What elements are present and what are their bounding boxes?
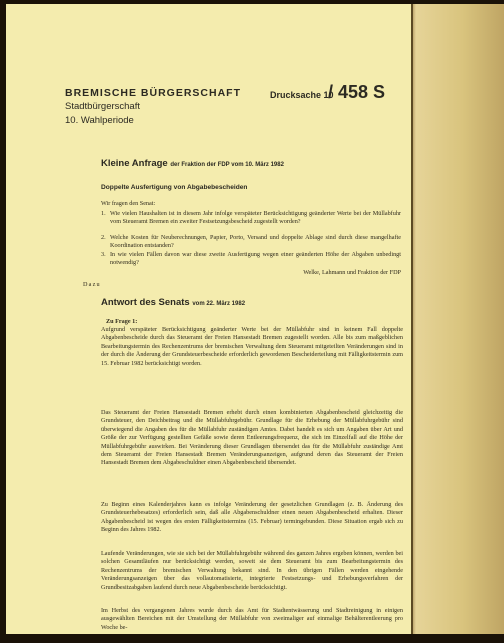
kleine-anfrage-heading — [101, 158, 284, 169]
question-text: Welche Kosten für Neuberechnungen, Papier, Porto, Versand und doppelte Ablage sind durch diese mangelhafte Koordination entstanden? — [110, 234, 401, 250]
legislative-period: 10. Wahlperiode — [65, 115, 134, 126]
antwort-date: vom 22. März 1982 — [192, 301, 246, 307]
org-subtitle: Stadtbürgerschaft — [65, 101, 140, 112]
topic-heading: Doppelte Ausfertigung von Abgabebescheiden — [101, 184, 248, 191]
drucksache-label: Drucksache 10 — [270, 90, 334, 100]
antwort-heading — [101, 297, 245, 308]
question-text: In wie vielen Fällen davon war diese zweite Ausfertigung wegen einer geänderten Höhe der Abgaben unbedingt notwendig? — [110, 251, 401, 267]
question-item — [101, 234, 401, 251]
antwort-title: Antwort des Senats — [101, 297, 190, 308]
intro-text: Wir fragen den Senat: — [101, 200, 156, 207]
question-item — [101, 251, 401, 268]
kleine-anfrage-title: Kleine Anfrage — [101, 158, 168, 169]
page-stack-edge — [411, 4, 504, 634]
document-page — [6, 4, 411, 634]
zu-frage-heading: Zu Frage 1: — [106, 318, 138, 325]
org-name: BREMISCHE BÜRGERSCHAFT — [65, 87, 242, 99]
question-number: 2. — [101, 234, 106, 241]
answer-paragraph: Aufgrund verspäteter Berücksichtigung geänderter Werte bei der Müllabfuhr sind in keinem Fall doppelte Abgabenbescheide durch das Steueramt der Freien Hansestadt Bremen zugestellt worden. Alle bis zum maßgeblichen Bearbeitungstermin des Rechenzentrums der bremischen Verwaltung dem Steueramt mitgeteilten Veränderungen sind in der durch die Änderung der Grundsteuerbescheide erforderlich gewordenen Bescheiderteilung mit Fälligkeitstermin zum 15. Februar 1982 berücksichtigt worden. — [101, 326, 403, 367]
dazu-label: Dazu — [83, 281, 101, 288]
drucksache-number: / 458 S — [328, 82, 386, 102]
page-edge-shadow — [411, 4, 413, 634]
question-text: Wie vielen Haushalten ist in diesem Jahr infolge verspäteter Berücksichtigung geänderter Werte bei der Müllabfuhr vom Steueramt Bremen ein zweiter Festsetzungsbescheid zugestellt worden? — [110, 210, 401, 226]
question-number: 1. — [101, 210, 106, 217]
answer-paragraph: Laufende Veränderungen, wie sie sich bei der Müllabfuhrgebühr während des ganzen Jahres ergeben können, werden bei solchen Gesamtläufen nur berücksichtigt werden, soweit sie dem Steueramt bis zum Bearbeitungstermin des Rechenzentrums der bremischen Verwaltung bekannt sind. In den übrigen Fällen werden eingehende Veränderungsanzeigen über das vollautomatisierte, integrierte Festsetzungs- und Erhebungsverfahren der Grundbesitzabgaben laufend durch neue Abgabenbescheide berücksichtigt. — [101, 550, 403, 591]
answer-paragraph: Das Steueramt der Freien Hansestadt Bremen erhebt durch einen kombinierten Abgabenbescheid gleichzeitig die Grundsteuer, den Deichbeitrag und die Müllabfuhrgebühr. Grundlage für die Erhebung der Müllabfuhrgebühr sind überwiegend die Angaben des für die Müllabfuhr zuständigen Amtes. Dabei handelt es sich um Angaben über Art und Größe der zur Verfügung gestellten Gefäße sowie deren Entleerungsfrequenz, die sich im Einzelfall auf die Höhe der Müllabfuhrgebühr auswirken. Bei Veränderung dieser Grundlagen übersendet das für die Müllabfuhr zuständige Amt dem Steueramt der Freien Hansestadt Bremen Veränderungsanzeigen, aufgrund deren das Steueramt der Freien Hansestadt Bremen dem Abgabeschuldner einen Abgabenbescheid übersendet. — [101, 409, 403, 467]
question-number: 3. — [101, 251, 106, 258]
answer-paragraph: Im Herbst des vergangenen Jahres wurde durch das Amt für Stadtentwässerung und Stadtreinigung in einigen ausgewählten Bereichen mit der Umstellung der Müllabfuhr von zweimaliger auf einmalige Behälterentleerung pro Woche be- — [101, 607, 403, 631]
signature: Welke, Lahmann und Fraktion der FDP — [303, 269, 401, 276]
kleine-anfrage-date: der Fraktion der FDP vom 10. März 1982 — [170, 162, 284, 168]
question-item — [101, 210, 401, 227]
answer-paragraph: Zu Beginn eines Kalenderjahres kann es infolge Veränderung der gesetzlichen Grundlagen (z. B. Änderung des Grundsteuerhebesatzes) erforderlich sein, daß alle Abgabenschuldner einen neuen Abgabenbescheid erhalten. Dieser Abgabenbescheid ist wegen des ersten Fälligkeitstermins (15. Februar) termingebunden. Diese Situation ergab sich zu Beginn des Jahres 1982. — [101, 501, 403, 534]
